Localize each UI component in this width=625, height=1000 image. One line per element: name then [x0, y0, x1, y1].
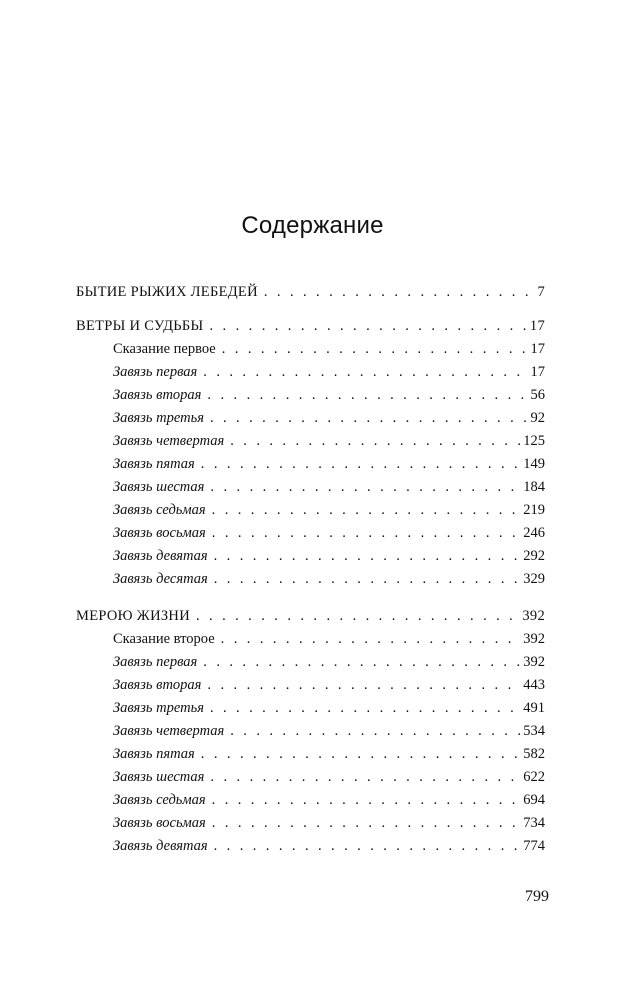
- toc-entry-knot[interactable]: [76, 651, 545, 674]
- toc-entry-page: 149: [523, 456, 545, 472]
- toc-entry-page: 622: [523, 769, 545, 785]
- dot-leader: [212, 789, 521, 812]
- dot-leader: [210, 697, 520, 720]
- dot-leader: [210, 407, 528, 430]
- dot-leader: [203, 361, 527, 384]
- toc-entry-title: ВЕТРЫ И СУДЬБЫ: [76, 318, 204, 334]
- toc-entry-title: Завязь десятая: [113, 571, 208, 587]
- toc-entry-knot[interactable]: [76, 545, 545, 568]
- toc-entry-knot[interactable]: [76, 697, 545, 720]
- toc-entry-knot[interactable]: [76, 674, 545, 697]
- toc-entry-knot[interactable]: [76, 720, 545, 743]
- toc-entry-page: 734: [523, 815, 545, 831]
- toc-entry-page: 219: [523, 502, 545, 518]
- toc-entry-page: 392: [523, 631, 545, 647]
- toc-entry-page: 184: [523, 479, 545, 495]
- toc-entry-knot[interactable]: [76, 476, 545, 499]
- dot-leader: [214, 568, 521, 591]
- toc-entry-title: Завязь девятая: [113, 838, 208, 854]
- toc-entry-page: 17: [530, 341, 545, 357]
- toc-entry-page: 443: [523, 677, 545, 693]
- toc-entry-title: БЫТИЕ РЫЖИХ ЛЕБЕДЕЙ: [76, 284, 258, 300]
- toc-entry-title: Завязь первая: [113, 364, 198, 380]
- toc-entry-page: 292: [523, 548, 545, 564]
- toc-entry-knot[interactable]: [76, 361, 545, 384]
- toc-entry-part[interactable]: [76, 315, 545, 338]
- toc-entry-knot[interactable]: [76, 789, 545, 812]
- toc-entry-page: 582: [523, 746, 545, 762]
- toc-entry-title: Завязь шестая: [113, 769, 205, 785]
- dot-leader: [212, 812, 520, 835]
- dot-leader: [212, 522, 520, 545]
- toc-entry-title: Завязь вторая: [113, 677, 202, 693]
- dot-leader: [264, 281, 535, 304]
- toc-entry-knot[interactable]: [76, 384, 545, 407]
- dot-leader: [222, 338, 528, 361]
- toc-entry-title: Завязь восьмая: [113, 815, 206, 831]
- toc-entry-page: 392: [523, 654, 545, 670]
- toc-entry-title: Сказание первое: [113, 341, 216, 357]
- toc-entry-page: 17: [530, 364, 545, 380]
- toc-entry-saga[interactable]: [76, 628, 545, 651]
- toc-entry-part[interactable]: [76, 605, 545, 628]
- toc-entry-knot[interactable]: [76, 568, 545, 591]
- dot-leader: [210, 315, 527, 338]
- toc-entry-title: Завязь третья: [113, 410, 204, 426]
- toc-entry-page: 246: [523, 525, 545, 541]
- dot-leader: [210, 766, 520, 789]
- dot-leader: [212, 499, 521, 522]
- dot-leader: [214, 835, 521, 858]
- toc-entry-page: 92: [530, 410, 545, 426]
- dot-leader: [201, 743, 520, 766]
- toc-entry-title: Завязь девятая: [113, 548, 208, 564]
- toc-entry-title: Завязь четвертая: [113, 723, 225, 739]
- table-of-contents: [76, 281, 545, 858]
- toc-entry-page: 329: [523, 571, 545, 587]
- toc-entry-knot[interactable]: [76, 743, 545, 766]
- toc-entry-saga[interactable]: [76, 338, 545, 361]
- toc-entry-title: Завязь пятая: [113, 746, 195, 762]
- toc-entry-page: 534: [523, 723, 545, 739]
- toc-entry-title: МЕРОЮ ЖИЗНИ: [76, 608, 190, 624]
- toc-entry-page: 56: [530, 387, 545, 403]
- dot-leader: [214, 545, 521, 568]
- toc-entry-knot[interactable]: [76, 812, 545, 835]
- dot-leader: [207, 674, 520, 697]
- toc-entry-knot[interactable]: [76, 453, 545, 476]
- dot-leader: [196, 605, 519, 628]
- toc-entry-title: Завязь третья: [113, 700, 204, 716]
- toc-entry-page: 125: [523, 433, 545, 449]
- toc-entry-title: Завязь четвертая: [113, 433, 225, 449]
- dot-leader: [230, 430, 520, 453]
- toc-entry-page: 774: [523, 838, 545, 854]
- toc-entry-title: Завязь вторая: [113, 387, 202, 403]
- toc-entry-knot[interactable]: [76, 522, 545, 545]
- dot-leader: [221, 628, 521, 651]
- toc-entry-title: Завязь восьмая: [113, 525, 206, 541]
- toc-entry-title: Завязь первая: [113, 654, 198, 670]
- dot-leader: [203, 651, 520, 674]
- toc-entry-part[interactable]: [76, 281, 545, 301]
- toc-entry-page: 7: [537, 284, 545, 300]
- toc-entry-title: Сказание второе: [113, 631, 215, 647]
- toc-entry-knot[interactable]: [76, 835, 545, 858]
- toc-entry-knot[interactable]: [76, 430, 545, 453]
- toc-entry-title: Завязь пятая: [113, 456, 195, 472]
- toc-entry-page: 491: [523, 700, 545, 716]
- toc-entry-page: 694: [523, 792, 545, 808]
- toc-entry-knot[interactable]: [76, 407, 545, 430]
- dot-leader: [230, 720, 520, 743]
- dot-leader: [201, 453, 520, 476]
- toc-entry-title: Завязь шестая: [113, 479, 205, 495]
- toc-entry-title: Завязь седьмая: [113, 792, 206, 808]
- toc-entry-page: 17: [529, 318, 545, 334]
- page-number: 799: [525, 888, 549, 905]
- toc-entry-knot[interactable]: [76, 766, 545, 789]
- dot-leader: [207, 384, 527, 407]
- toc-entry-knot[interactable]: [76, 499, 545, 522]
- page-title: Содержание: [241, 212, 384, 239]
- dot-leader: [210, 476, 520, 499]
- toc-entry-page: 392: [522, 608, 545, 624]
- toc-entry-title: Завязь седьмая: [113, 502, 206, 518]
